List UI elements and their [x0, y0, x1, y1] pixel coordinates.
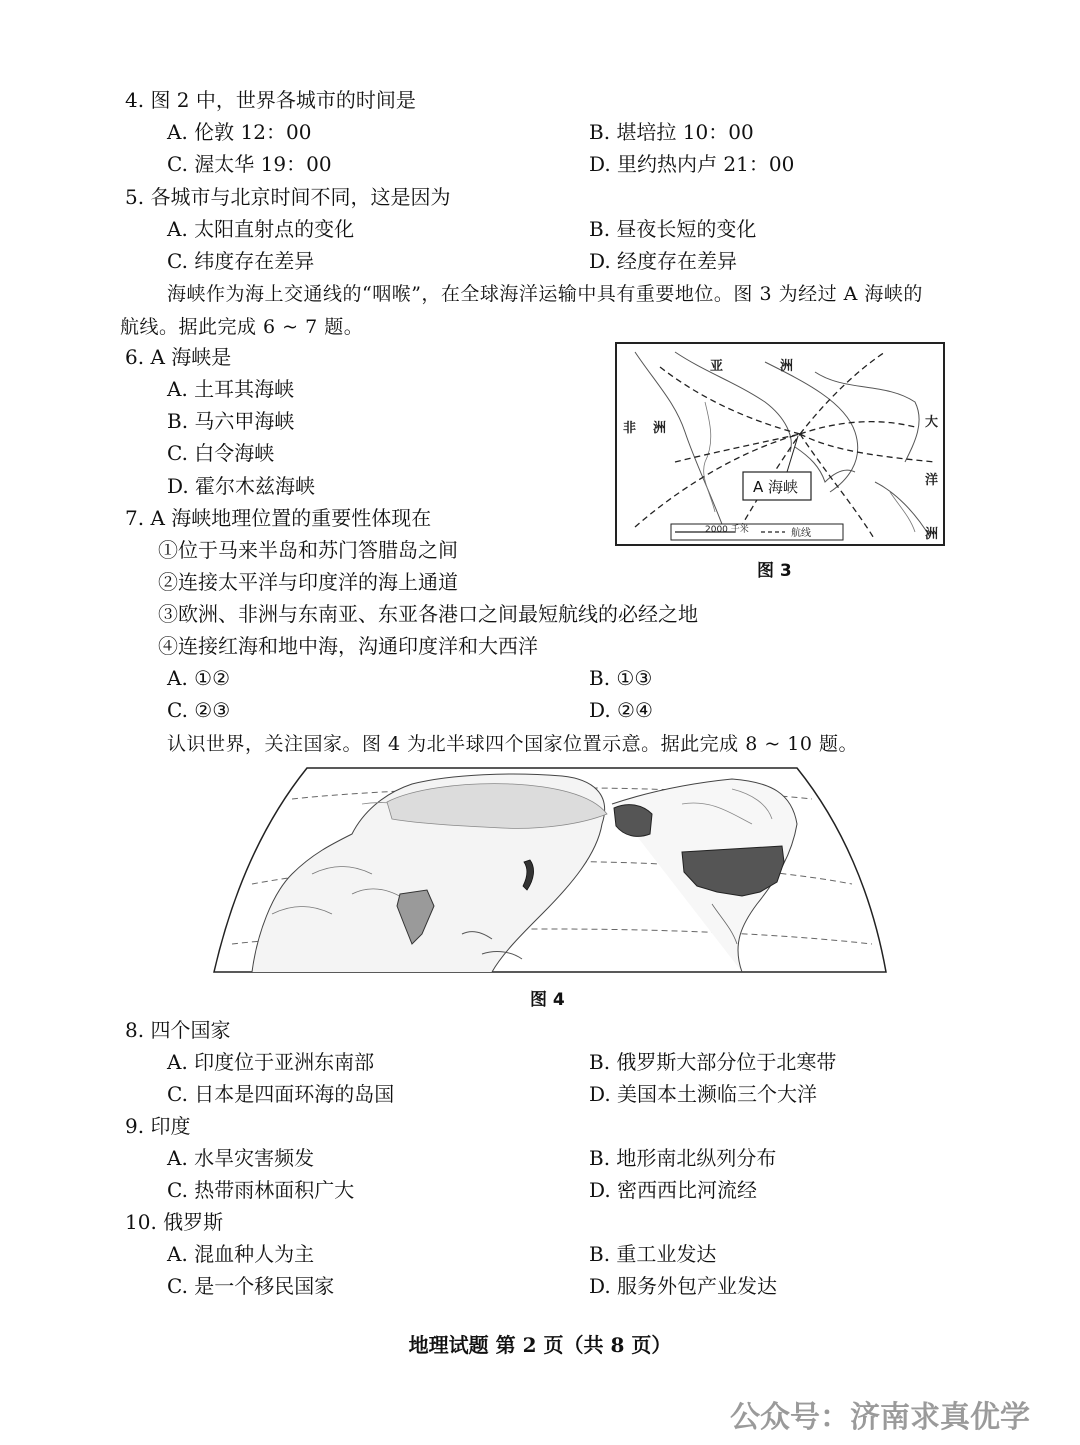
- q8-option-b: B. 俄罗斯大部分位于北寒带: [589, 1050, 837, 1074]
- q8-option-a: A. 印度位于亚洲东南部: [167, 1050, 375, 1074]
- q7-option-d: D. ②④: [589, 698, 653, 722]
- q6-stem: 6. A 海峡是: [125, 345, 232, 369]
- q6-option-d: D. 霍尔木兹海峡: [167, 474, 316, 498]
- figure-3-map: [615, 342, 945, 546]
- q9-option-d: D. 密西西比河流经: [589, 1178, 758, 1202]
- q8-stem: 8. 四个国家: [125, 1018, 231, 1042]
- q7-statement-4: ④连接红海和地中海，沟通印度洋和大西洋: [158, 634, 538, 658]
- q6-option-b: B. 马六甲海峡: [167, 409, 295, 433]
- q7-statement-1: ①位于马来半岛和苏门答腊岛之间: [158, 538, 458, 562]
- fig3-label-ocean-3: 洲: [925, 527, 939, 542]
- q9-stem: 9. 印度: [125, 1114, 191, 1138]
- q6-option-c: C. 白令海峡: [167, 441, 275, 465]
- watermark: 公众号：济南求真优学: [730, 1400, 1030, 1435]
- q4-option-c: C. 渥太华 19：00: [167, 152, 332, 176]
- q5-option-c: C. 纬度存在差异: [167, 249, 315, 273]
- intro-8-10: 认识世界，关注国家。图 4 为北半球四个国家位置示意。据此完成 8 ~ 10 题。: [167, 733, 859, 755]
- q9-option-b: B. 地形南北纵列分布: [589, 1146, 777, 1170]
- q4-option-a: A. 伦敦 12：00: [167, 120, 312, 144]
- fig3-label-asia-1: 亚: [710, 359, 724, 374]
- q7-statement-2: ②连接太平洋与印度洋的海上通道: [158, 570, 458, 594]
- fig3-label-asia-2: 洲: [780, 359, 794, 374]
- fig3-scale-text: 2000 千米: [705, 525, 749, 535]
- q5-option-a: A. 太阳直射点的变化: [167, 217, 355, 241]
- fig3-label-africa-2: 洲: [653, 421, 667, 436]
- intro-6-7-line2: 航线。据此完成 6 ~ 7 题。: [120, 316, 364, 338]
- q5-option-b: B. 昼夜长短的变化: [589, 217, 757, 241]
- fig3-legend-text: 航线: [791, 528, 811, 539]
- q4-option-b: B. 堪培拉 10：00: [589, 120, 754, 144]
- q5-option-d: D. 经度存在差异: [589, 249, 738, 273]
- q7-stem: 7. A 海峡地理位置的重要性体现在: [125, 506, 432, 530]
- q4-stem: 4. 图 2 中，世界各城市的时间是: [125, 88, 416, 112]
- q10-stem: 10. 俄罗斯: [125, 1210, 224, 1234]
- figure-4-map: [212, 764, 888, 976]
- q7-option-b: B. ①③: [589, 666, 653, 690]
- q9-option-a: A. 水旱灾害频发: [167, 1146, 315, 1170]
- q4-option-d: D. 里约热内卢 21：00: [589, 152, 795, 176]
- q10-option-c: C. 是一个移民国家: [167, 1274, 335, 1298]
- fig3-label-ocean-1: 大: [925, 415, 939, 430]
- fig3-label-ocean-2: 洋: [925, 473, 939, 488]
- q6-option-a: A. 土耳其海峡: [167, 377, 295, 401]
- page-footer: 地理试题 第 2 页（共 8 页）: [408, 1333, 672, 1357]
- intro-6-7-line1: 海峡作为海上交通线的“咽喉”，在全球海洋运输中具有重要地位。图 3 为经过 A 海峡的: [167, 283, 923, 305]
- q8-option-c: C. 日本是四面环海的岛国: [167, 1082, 395, 1106]
- q7-statement-3: ③欧洲、非洲与东南亚、东亚各港口之间最短航线的必经之地: [158, 602, 698, 626]
- q5-stem: 5. 各城市与北京时间不同，这是因为: [125, 185, 451, 209]
- q10-option-b: B. 重工业发达: [589, 1242, 717, 1266]
- q10-option-a: A. 混血种人为主: [167, 1242, 315, 1266]
- figure-4-caption: 图 4: [530, 990, 565, 1010]
- q7-option-c: C. ②③: [167, 698, 231, 722]
- q7-option-a: A. ①②: [167, 666, 231, 690]
- q10-option-d: D. 服务外包产业发达: [589, 1274, 778, 1298]
- figure-3-caption: 图 3: [757, 561, 792, 581]
- fig3-strait-label: A 海峡: [753, 478, 799, 496]
- fig3-label-africa-1: 非: [623, 421, 637, 436]
- q8-option-d: D. 美国本土濒临三个大洋: [589, 1082, 818, 1106]
- q9-option-c: C. 热带雨林面积广大: [167, 1178, 355, 1202]
